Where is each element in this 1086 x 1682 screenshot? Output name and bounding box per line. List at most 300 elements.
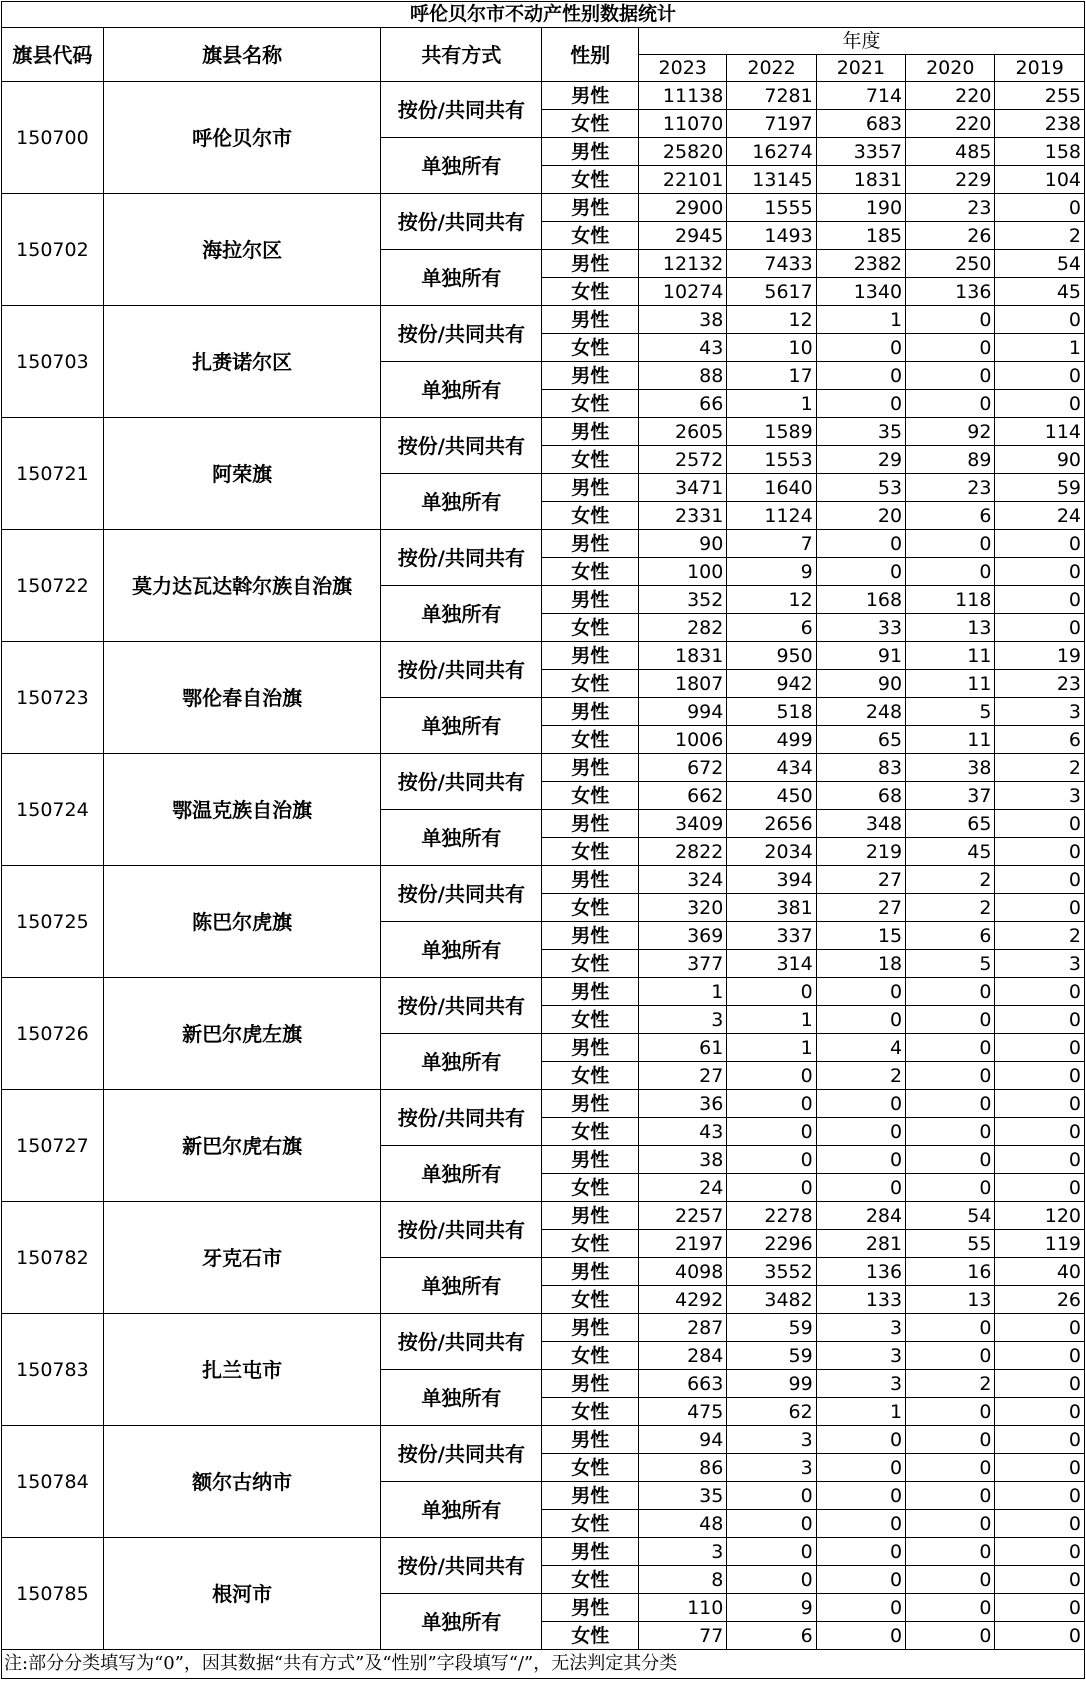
value-cell: 0	[906, 1426, 995, 1454]
value-cell: 663	[639, 1370, 727, 1398]
gender-cell: 女性	[542, 1342, 639, 1370]
region-name: 鄂伦春自治旗	[103, 642, 380, 754]
value-cell: 7281	[727, 82, 816, 110]
ownership-mode: 单独所有	[381, 474, 542, 530]
value-cell: 0	[995, 1118, 1085, 1146]
ownership-mode: 单独所有	[381, 250, 542, 306]
gender-cell: 女性	[542, 1062, 639, 1090]
value-cell: 220	[906, 82, 995, 110]
value-cell: 2	[906, 894, 995, 922]
value-cell: 248	[816, 698, 905, 726]
value-cell: 2656	[727, 810, 816, 838]
value-cell: 119	[995, 1230, 1085, 1258]
value-cell: 2	[816, 1062, 905, 1090]
gender-cell: 女性	[542, 1230, 639, 1258]
gender-cell: 男性	[542, 250, 639, 278]
value-cell: 136	[906, 278, 995, 306]
value-cell: 337	[727, 922, 816, 950]
value-cell: 11138	[639, 82, 727, 110]
value-cell: 1555	[727, 194, 816, 222]
value-cell: 18	[816, 950, 905, 978]
ownership-mode: 单独所有	[381, 1034, 542, 1090]
value-cell: 12132	[639, 250, 727, 278]
header-year: 2023	[639, 55, 727, 82]
value-cell: 68	[816, 782, 905, 810]
value-cell: 683	[816, 110, 905, 138]
value-cell: 0	[816, 1622, 905, 1650]
value-cell: 314	[727, 950, 816, 978]
gender-cell: 男性	[542, 1034, 639, 1062]
table-body	[2, 2, 1085, 1650]
value-cell: 17	[727, 362, 816, 390]
value-cell: 6	[906, 502, 995, 530]
region-name: 陈巴尔虎旗	[103, 866, 380, 978]
value-cell: 45	[906, 838, 995, 866]
value-cell: 24	[995, 502, 1085, 530]
ownership-mode: 按份/共同共有	[381, 754, 542, 810]
value-cell: 0	[995, 306, 1085, 334]
gender-cell: 男性	[542, 1258, 639, 1286]
value-cell: 2382	[816, 250, 905, 278]
ownership-mode: 按份/共同共有	[381, 642, 542, 698]
value-cell: 12	[727, 306, 816, 334]
value-cell: 0	[906, 1342, 995, 1370]
value-cell: 0	[816, 1006, 905, 1034]
header-code: 旗县代码	[2, 28, 104, 82]
gender-cell: 男性	[542, 1426, 639, 1454]
value-cell: 23	[906, 474, 995, 502]
gender-cell: 女性	[542, 894, 639, 922]
value-cell: 0	[906, 334, 995, 362]
ownership-mode: 单独所有	[381, 1370, 542, 1426]
ownership-mode: 按份/共同共有	[381, 1538, 542, 1594]
value-cell: 24	[639, 1174, 727, 1202]
value-cell: 1831	[639, 642, 727, 670]
value-cell: 65	[906, 810, 995, 838]
ownership-mode: 按份/共同共有	[381, 978, 542, 1034]
value-cell: 0	[995, 1398, 1085, 1426]
value-cell: 0	[995, 1370, 1085, 1398]
ownership-mode: 按份/共同共有	[381, 1202, 542, 1258]
value-cell: 0	[995, 390, 1085, 418]
region-code: 150721	[2, 418, 104, 530]
gender-cell: 男性	[542, 362, 639, 390]
value-cell: 110	[639, 1594, 727, 1622]
value-cell: 7433	[727, 250, 816, 278]
value-cell: 229	[906, 166, 995, 194]
gender-cell: 男性	[542, 82, 639, 110]
value-cell: 0	[995, 1426, 1085, 1454]
value-cell: 133	[816, 1286, 905, 1314]
table-row	[2, 1202, 1085, 1230]
value-cell: 2	[995, 922, 1085, 950]
value-cell: 2572	[639, 446, 727, 474]
value-cell: 1640	[727, 474, 816, 502]
ownership-mode: 按份/共同共有	[381, 530, 542, 586]
region-code: 150725	[2, 866, 104, 978]
value-cell: 136	[816, 1258, 905, 1286]
value-cell: 2278	[727, 1202, 816, 1230]
ownership-mode: 单独所有	[381, 1482, 542, 1538]
value-cell: 0	[995, 1622, 1085, 1650]
table-row	[2, 1538, 1085, 1566]
gender-cell: 男性	[542, 530, 639, 558]
value-cell: 55	[906, 1230, 995, 1258]
gender-cell: 女性	[542, 334, 639, 362]
value-cell: 0	[816, 558, 905, 586]
gender-cell: 女性	[542, 222, 639, 250]
value-cell: 0	[727, 1482, 816, 1510]
gender-cell: 女性	[542, 670, 639, 698]
value-cell: 1589	[727, 418, 816, 446]
gender-cell: 女性	[542, 558, 639, 586]
ownership-mode: 单独所有	[381, 922, 542, 978]
value-cell: 2	[906, 866, 995, 894]
value-cell: 26	[906, 222, 995, 250]
value-cell: 0	[995, 1454, 1085, 1482]
gender-cell: 男性	[542, 698, 639, 726]
ownership-mode: 单独所有	[381, 1146, 542, 1202]
value-cell: 499	[727, 726, 816, 754]
value-cell: 2605	[639, 418, 727, 446]
value-cell: 27	[639, 1062, 727, 1090]
gender-cell: 男性	[542, 1146, 639, 1174]
header-mode: 共有方式	[381, 28, 542, 82]
value-cell: 0	[906, 1146, 995, 1174]
value-cell: 1	[816, 306, 905, 334]
value-cell: 0	[995, 1062, 1085, 1090]
value-cell: 0	[906, 306, 995, 334]
value-cell: 1006	[639, 726, 727, 754]
value-cell: 3471	[639, 474, 727, 502]
value-cell: 12	[727, 586, 816, 614]
value-cell: 0	[816, 1146, 905, 1174]
value-cell: 287	[639, 1314, 727, 1342]
value-cell: 0	[816, 1426, 905, 1454]
value-cell: 16	[906, 1258, 995, 1286]
region-code: 150722	[2, 530, 104, 642]
gender-cell: 女性	[542, 278, 639, 306]
value-cell: 450	[727, 782, 816, 810]
value-cell: 13145	[727, 166, 816, 194]
gender-cell: 女性	[542, 782, 639, 810]
value-cell: 0	[995, 558, 1085, 586]
value-cell: 0	[727, 1118, 816, 1146]
value-cell: 0	[906, 1314, 995, 1342]
value-cell: 0	[995, 614, 1085, 642]
gender-cell: 女性	[542, 502, 639, 530]
value-cell: 66	[639, 390, 727, 418]
region-code: 150702	[2, 194, 104, 306]
value-cell: 0	[906, 1482, 995, 1510]
ownership-mode: 按份/共同共有	[381, 866, 542, 922]
gender-cell: 男性	[542, 138, 639, 166]
value-cell: 7197	[727, 110, 816, 138]
region-code: 150782	[2, 1202, 104, 1314]
value-cell: 0	[816, 362, 905, 390]
value-cell: 61	[639, 1034, 727, 1062]
gender-cell: 女性	[542, 1622, 639, 1650]
region-code: 150724	[2, 754, 104, 866]
gender-cell: 男性	[542, 418, 639, 446]
gender-cell: 女性	[542, 614, 639, 642]
value-cell: 77	[639, 1622, 727, 1650]
value-cell: 348	[816, 810, 905, 838]
value-cell: 220	[906, 110, 995, 138]
ownership-mode: 按份/共同共有	[381, 1090, 542, 1146]
value-cell: 1493	[727, 222, 816, 250]
value-cell: 0	[906, 1006, 995, 1034]
value-cell: 377	[639, 950, 727, 978]
ownership-mode: 按份/共同共有	[381, 1426, 542, 1482]
value-cell: 86	[639, 1454, 727, 1482]
gender-cell: 女性	[542, 1006, 639, 1034]
value-cell: 0	[995, 1314, 1085, 1342]
value-cell: 284	[816, 1202, 905, 1230]
value-cell: 0	[906, 558, 995, 586]
value-cell: 3	[995, 782, 1085, 810]
region-name: 扎兰屯市	[103, 1314, 380, 1426]
value-cell: 284	[639, 1342, 727, 1370]
gender-cell: 男性	[542, 810, 639, 838]
ownership-mode: 按份/共同共有	[381, 1314, 542, 1370]
value-cell: 0	[727, 1090, 816, 1118]
region-name: 新巴尔虎右旗	[103, 1090, 380, 1202]
value-cell: 27	[816, 866, 905, 894]
value-cell: 0	[995, 866, 1085, 894]
value-cell: 185	[816, 222, 905, 250]
value-cell: 168	[816, 586, 905, 614]
value-cell: 11070	[639, 110, 727, 138]
value-cell: 0	[995, 1482, 1085, 1510]
header-year: 2022	[727, 55, 816, 82]
region-code: 150727	[2, 1090, 104, 1202]
region-name: 鄂温克族自治旗	[103, 754, 380, 866]
gender-cell: 男性	[542, 1202, 639, 1230]
value-cell: 1	[727, 390, 816, 418]
value-cell: 6	[727, 1622, 816, 1650]
value-cell: 2900	[639, 194, 727, 222]
value-cell: 0	[816, 1118, 905, 1146]
value-cell: 0	[995, 978, 1085, 1006]
value-cell: 0	[995, 1146, 1085, 1174]
value-cell: 65	[816, 726, 905, 754]
value-cell: 0	[727, 1062, 816, 1090]
value-cell: 23	[995, 670, 1085, 698]
value-cell: 0	[906, 390, 995, 418]
value-cell: 2197	[639, 1230, 727, 1258]
value-cell: 0	[727, 978, 816, 1006]
gender-cell: 女性	[542, 390, 639, 418]
value-cell: 0	[906, 1538, 995, 1566]
gender-cell: 男性	[542, 1090, 639, 1118]
value-cell: 0	[995, 1342, 1085, 1370]
value-cell: 0	[816, 1594, 905, 1622]
gender-cell: 女性	[542, 166, 639, 194]
value-cell: 0	[906, 1594, 995, 1622]
region-code: 150784	[2, 1426, 104, 1538]
value-cell: 2034	[727, 838, 816, 866]
table-row	[2, 978, 1085, 1006]
value-cell: 37	[906, 782, 995, 810]
value-cell: 2	[906, 1370, 995, 1398]
gender-cell: 男性	[542, 642, 639, 670]
header-year: 2020	[906, 55, 995, 82]
value-cell: 2	[995, 222, 1085, 250]
value-cell: 0	[906, 1090, 995, 1118]
header-row	[2, 28, 1085, 55]
value-cell: 0	[995, 1006, 1085, 1034]
table-row	[2, 306, 1085, 334]
table-row	[2, 1314, 1085, 1342]
value-cell: 25820	[639, 138, 727, 166]
value-cell: 3	[995, 950, 1085, 978]
ownership-mode: 单独所有	[381, 698, 542, 754]
value-cell: 320	[639, 894, 727, 922]
gender-cell: 女性	[542, 1118, 639, 1146]
gender-cell: 女性	[542, 1510, 639, 1538]
region-code: 150723	[2, 642, 104, 754]
header-year: 2019	[995, 55, 1085, 82]
value-cell: 13	[906, 1286, 995, 1314]
value-cell: 3552	[727, 1258, 816, 1286]
region-name: 额尔古纳市	[103, 1426, 380, 1538]
region-code: 150703	[2, 306, 104, 418]
value-cell: 352	[639, 586, 727, 614]
value-cell: 485	[906, 138, 995, 166]
table-row	[2, 1426, 1085, 1454]
gender-cell: 女性	[542, 838, 639, 866]
value-cell: 120	[995, 1202, 1085, 1230]
header-year-group: 年度	[639, 28, 1085, 55]
value-cell: 0	[906, 1622, 995, 1650]
value-cell: 59	[995, 474, 1085, 502]
value-cell: 0	[906, 1398, 995, 1426]
value-cell: 33	[816, 614, 905, 642]
value-cell: 0	[995, 362, 1085, 390]
ownership-mode: 按份/共同共有	[381, 306, 542, 362]
value-cell: 90	[816, 670, 905, 698]
ownership-mode: 按份/共同共有	[381, 82, 542, 138]
value-cell: 54	[906, 1202, 995, 1230]
region-code: 150783	[2, 1314, 104, 1426]
value-cell: 1	[727, 1034, 816, 1062]
value-cell: 43	[639, 334, 727, 362]
value-cell: 3482	[727, 1286, 816, 1314]
value-cell: 0	[816, 1538, 905, 1566]
ownership-mode: 单独所有	[381, 362, 542, 418]
value-cell: 714	[816, 82, 905, 110]
value-cell: 35	[816, 418, 905, 446]
value-cell: 104	[995, 166, 1085, 194]
value-cell: 4	[816, 1034, 905, 1062]
value-cell: 2822	[639, 838, 727, 866]
value-cell: 2945	[639, 222, 727, 250]
region-name: 阿荣旗	[103, 418, 380, 530]
value-cell: 942	[727, 670, 816, 698]
value-cell: 0	[906, 362, 995, 390]
value-cell: 0	[995, 1510, 1085, 1538]
value-cell: 11	[906, 642, 995, 670]
value-cell: 0	[995, 1538, 1085, 1566]
value-cell: 2257	[639, 1202, 727, 1230]
value-cell: 45	[995, 278, 1085, 306]
value-cell: 434	[727, 754, 816, 782]
region-name: 莫力达瓦达斡尔族自治旗	[103, 530, 380, 642]
value-cell: 26	[995, 1286, 1085, 1314]
value-cell: 59	[727, 1342, 816, 1370]
value-cell: 4292	[639, 1286, 727, 1314]
gender-cell: 女性	[542, 950, 639, 978]
value-cell: 0	[727, 1174, 816, 1202]
ownership-mode: 单独所有	[381, 138, 542, 194]
value-cell: 100	[639, 558, 727, 586]
value-cell: 88	[639, 362, 727, 390]
value-cell: 0	[995, 810, 1085, 838]
gender-cell: 女性	[542, 1174, 639, 1202]
value-cell: 1	[816, 1398, 905, 1426]
value-cell: 0	[727, 1566, 816, 1594]
table-row	[2, 530, 1085, 558]
value-cell: 2	[995, 754, 1085, 782]
value-cell: 99	[727, 1370, 816, 1398]
value-cell: 0	[995, 1034, 1085, 1062]
value-cell: 0	[906, 1454, 995, 1482]
value-cell: 0	[995, 1174, 1085, 1202]
table-row	[2, 866, 1085, 894]
value-cell: 20	[816, 502, 905, 530]
gender-cell: 男性	[542, 586, 639, 614]
gender-cell: 男性	[542, 866, 639, 894]
region-code: 150785	[2, 1538, 104, 1650]
ownership-mode: 按份/共同共有	[381, 418, 542, 474]
value-cell: 0	[816, 1454, 905, 1482]
value-cell: 0	[995, 838, 1085, 866]
gender-cell: 男性	[542, 1594, 639, 1622]
value-cell: 0	[906, 1118, 995, 1146]
value-cell: 40	[995, 1258, 1085, 1286]
value-cell: 10	[727, 334, 816, 362]
value-cell: 3409	[639, 810, 727, 838]
value-cell: 0	[995, 586, 1085, 614]
region-name: 牙克石市	[103, 1202, 380, 1314]
value-cell: 3	[727, 1426, 816, 1454]
value-cell: 255	[995, 82, 1085, 110]
header-name: 旗县名称	[103, 28, 380, 82]
value-cell: 0	[995, 530, 1085, 558]
gender-cell: 男性	[542, 194, 639, 222]
value-cell: 369	[639, 922, 727, 950]
value-cell: 672	[639, 754, 727, 782]
value-cell: 5617	[727, 278, 816, 306]
value-cell: 6	[727, 614, 816, 642]
gender-cell: 男性	[542, 1314, 639, 1342]
ownership-mode: 单独所有	[381, 1594, 542, 1650]
value-cell: 3357	[816, 138, 905, 166]
value-cell: 1124	[727, 502, 816, 530]
gender-cell: 男性	[542, 1370, 639, 1398]
value-cell: 190	[816, 194, 905, 222]
gender-cell: 男性	[542, 1538, 639, 1566]
value-cell: 94	[639, 1426, 727, 1454]
gender-cell: 男性	[542, 754, 639, 782]
header-year: 2021	[816, 55, 905, 82]
value-cell: 662	[639, 782, 727, 810]
value-cell: 219	[816, 838, 905, 866]
header-gender: 性别	[542, 28, 639, 82]
value-cell: 29	[816, 446, 905, 474]
value-cell: 91	[816, 642, 905, 670]
